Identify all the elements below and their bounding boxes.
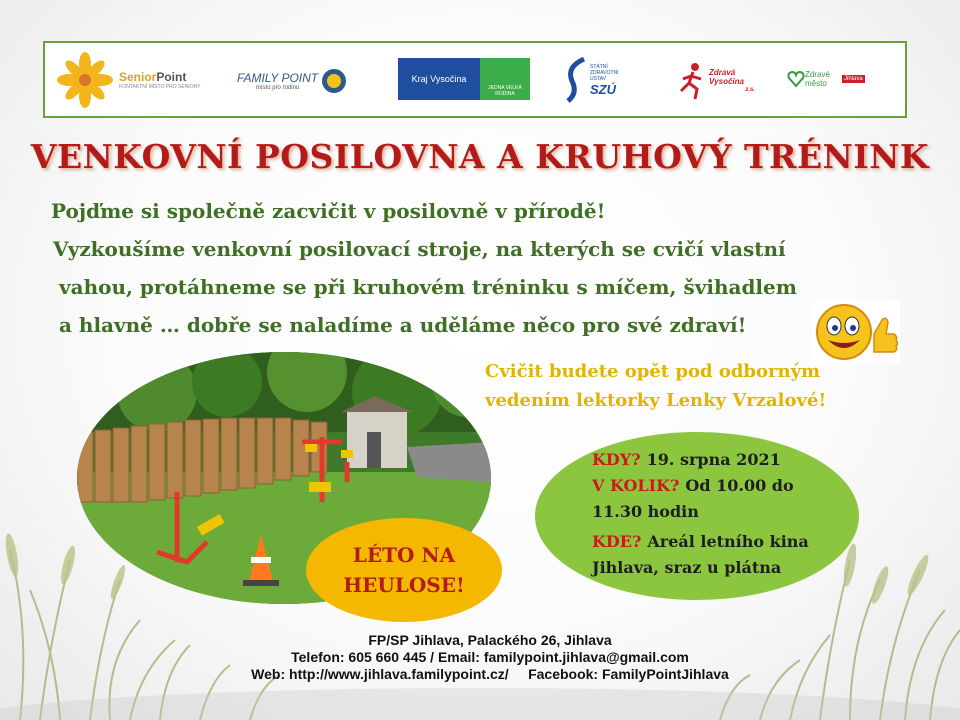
szu-name: SZÚ bbox=[590, 81, 616, 97]
smiley-thumbs-up-icon bbox=[812, 300, 900, 364]
intro-line-2: Vyzkoušíme venkovní posilovací stroje, na kterých se cvičí vlastní bbox=[53, 237, 786, 261]
info-where-label: KDE? bbox=[592, 532, 642, 551]
intro-text bbox=[49, 192, 889, 344]
footer-address: FP/SP Jihlava, Palackého 26, Jihlava bbox=[368, 632, 612, 648]
senior-point-name: SeniorPoint bbox=[119, 69, 187, 84]
zdrava-vysocina-runner-icon bbox=[677, 61, 707, 101]
family-point-name: FAMILY POINT bbox=[237, 70, 319, 85]
info-when-label: KDY? bbox=[592, 450, 641, 469]
footer-phone-email[interactable]: Telefon: 605 660 445 / Email: familypoint.jihlava@gmail.com bbox=[291, 649, 689, 665]
info-when bbox=[592, 447, 852, 473]
family-point-logo[interactable] bbox=[237, 59, 367, 103]
kraj-vysocina-sub: JEDNA VELKÁ RODINA bbox=[480, 58, 530, 100]
contact-footer bbox=[0, 632, 960, 683]
info-when-value: 19. srpna 2021 bbox=[646, 450, 781, 469]
summer-badge bbox=[306, 518, 502, 622]
senior-point-sub: KONTAKTNÍ MÍSTO PRO SENIORY bbox=[119, 83, 201, 90]
summer-badge-line-1: LÉTO NA bbox=[352, 543, 456, 567]
zdrave-mesto-heart-icon bbox=[787, 70, 805, 88]
event-info bbox=[592, 447, 852, 581]
info-where-value-2: Jihlava, sraz u plátna bbox=[592, 558, 782, 577]
intro-line-1: Pojďme si společně zacvičit v posilovně v přírodě! bbox=[51, 199, 606, 223]
senior-point-logo[interactable] bbox=[57, 51, 217, 109]
lektor-text bbox=[485, 357, 905, 415]
intro-line-4: a hlavně … dobře se naladíme a uděláme něco pro své zdraví! bbox=[59, 313, 747, 337]
zdrave-mesto-tag: Jihlava bbox=[844, 76, 863, 82]
szu-swoosh-icon bbox=[562, 55, 590, 105]
lektor-line-1: Cvičit budete opět pod odborným bbox=[485, 361, 821, 382]
family-point-sub: místo pro rodinu bbox=[255, 84, 300, 91]
szu-sub: STÁTNÍ ZDRAVOTNÍ ÚSTAV bbox=[590, 63, 619, 82]
info-time-label: V KOLIK? bbox=[592, 476, 680, 495]
lektor-line-2: vedením lektorky Lenky Vrzalové! bbox=[485, 390, 827, 411]
family-point-sun-icon bbox=[321, 68, 347, 94]
zdrave-mesto-name: Zdravé město bbox=[805, 70, 830, 88]
kraj-vysocina-logo[interactable] bbox=[398, 58, 532, 100]
zdrava-vysocina-logo[interactable] bbox=[677, 59, 767, 103]
summer-badge-line-2: HEULOSE! bbox=[343, 573, 465, 597]
logo-bar bbox=[43, 41, 907, 118]
info-time bbox=[592, 473, 852, 499]
footer-web-facebook[interactable]: Web: http://www.jihlava.familypoint.cz/ Facebook: FamilyPointJihlava bbox=[251, 666, 729, 682]
info-where-value-1: Areál letního kina bbox=[647, 532, 809, 551]
zdrava-vysocina-sub: z.s. bbox=[745, 86, 755, 93]
zdrave-mesto-logo[interactable] bbox=[787, 63, 877, 95]
intro-line-3: vahou, protáhneme se při kruhovém tréninku s míčem, švihadlem bbox=[59, 275, 797, 299]
info-time-value-1: Od 10.00 do bbox=[685, 476, 794, 495]
zdrava-vysocina-name: Zdravá Vysočina bbox=[709, 67, 744, 86]
info-where bbox=[592, 529, 852, 555]
szu-logo[interactable] bbox=[562, 51, 642, 109]
senior-point-flower-icon bbox=[57, 52, 113, 108]
kraj-vysocina-name: Kraj Vysočina bbox=[398, 58, 480, 100]
page-title: VENKOVNÍ POSILOVNA A KRUHOVÝ TRÉNINK bbox=[30, 137, 930, 176]
info-time-value-2: 11.30 hodin bbox=[592, 502, 699, 521]
